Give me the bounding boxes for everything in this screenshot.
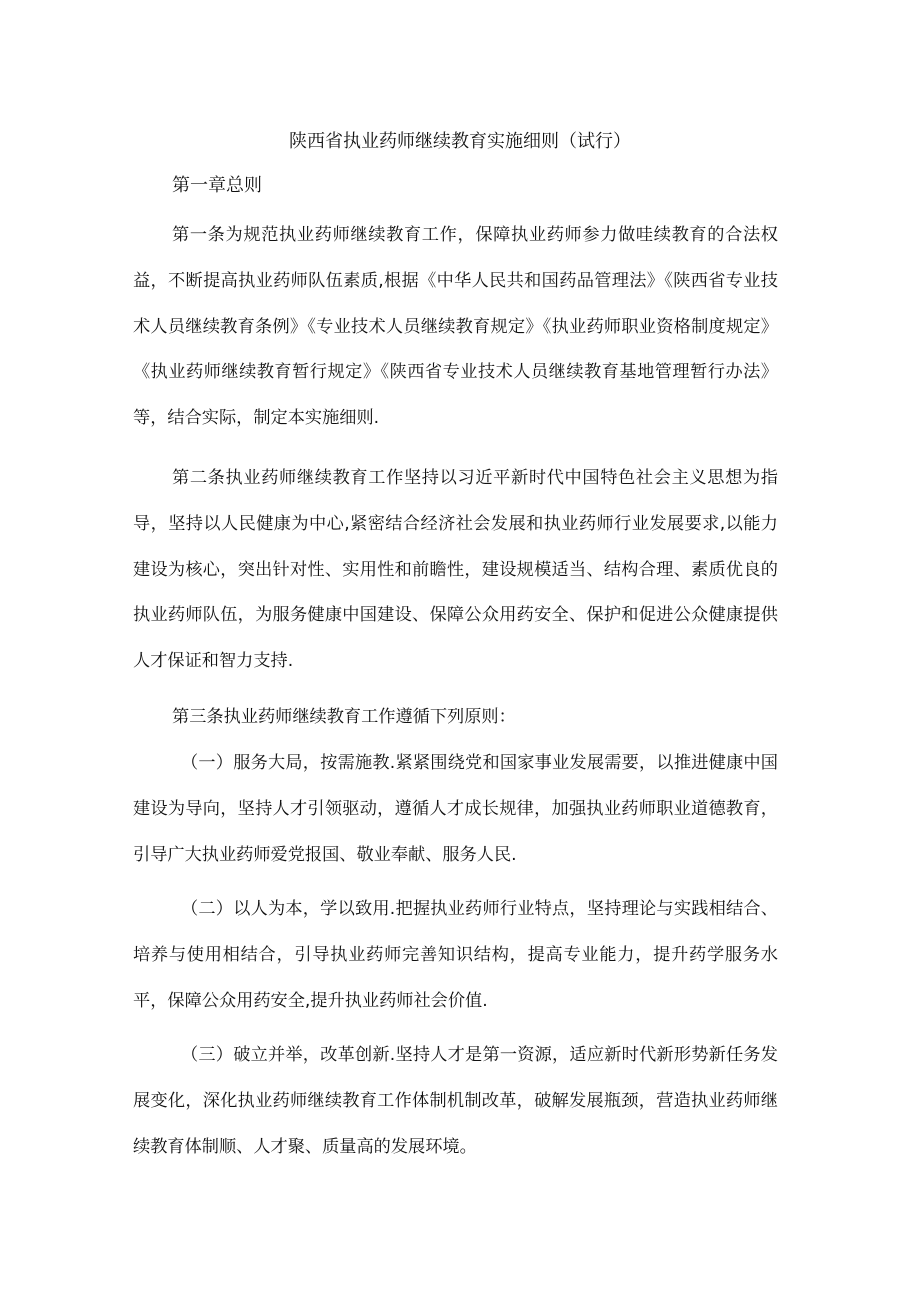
principle-2-paragraph: （二）以人为本，学以致用.把握执业药师行业特点，坚持理论与实践相结合、培养与使用相结合，引导执业药师完善知识结构，提高专业能力，提升药学服务水平，保障公众用药安全,提升执业药师社会价值.: [133, 899, 778, 1011]
chapter-heading: 第一章总则: [172, 175, 262, 196]
article-2-paragraph: 第二条执业药师继续教育工作坚持以习近平新时代中国特色社会主义思想为指导，坚持以人民健康为中心,紧密结合经济社会发展和执业药师行业发展要求,以能力建设为核心，突出针对性、实用性和前瞻性，建设规模适当、结构合理、素质优良的执业药师队伍，为服务健康中国建设、保障公众用药安全、保护和促进公众健康提供人才保证和智力支持.: [133, 468, 778, 672]
article-3-paragraph: 第三条执业药师继续教育工作遵循下列原则：: [172, 707, 516, 727]
document-title: 陕西省执业药师继续教育实施细则（试行）: [289, 131, 631, 152]
principle-3-paragraph: （三）破立并举，改革创新.坚持人才是第一资源，适应新时代新形势新任务发展变化，深化执业药师继续教育工作体制机制改革，破解发展瓶颈，营造执业药师继续教育体制顺、人才聚、质量高的发展环境。: [133, 1045, 778, 1157]
principle-1-paragraph: （一）服务大局，按需施教.紧紧围绕党和国家事业发展需要，以推进健康中国建设为导向，坚持人才引领驱动，遵循人才成长规律，加强执业药师职业道德教育，引导广大执业药师爱党报国、敬业奉献、服务人民.: [133, 753, 778, 865]
article-1-paragraph: 第一条为规范执业药师继续教育工作，保障执业药师参力做哇续教育的合法权益，不断提高执业药师队伍素质,根据《中华人民共和国药品管理法》《陕西省专业技术人员继续教育条例》《专业技术人员继续教育规定》《执业药师职业资格制度规定》《执业药师继续教育暂行规定》《陕西省专业技术人员继续教育基地管理暂行办法》等，结合实际，制定本实施细则.: [133, 225, 778, 429]
